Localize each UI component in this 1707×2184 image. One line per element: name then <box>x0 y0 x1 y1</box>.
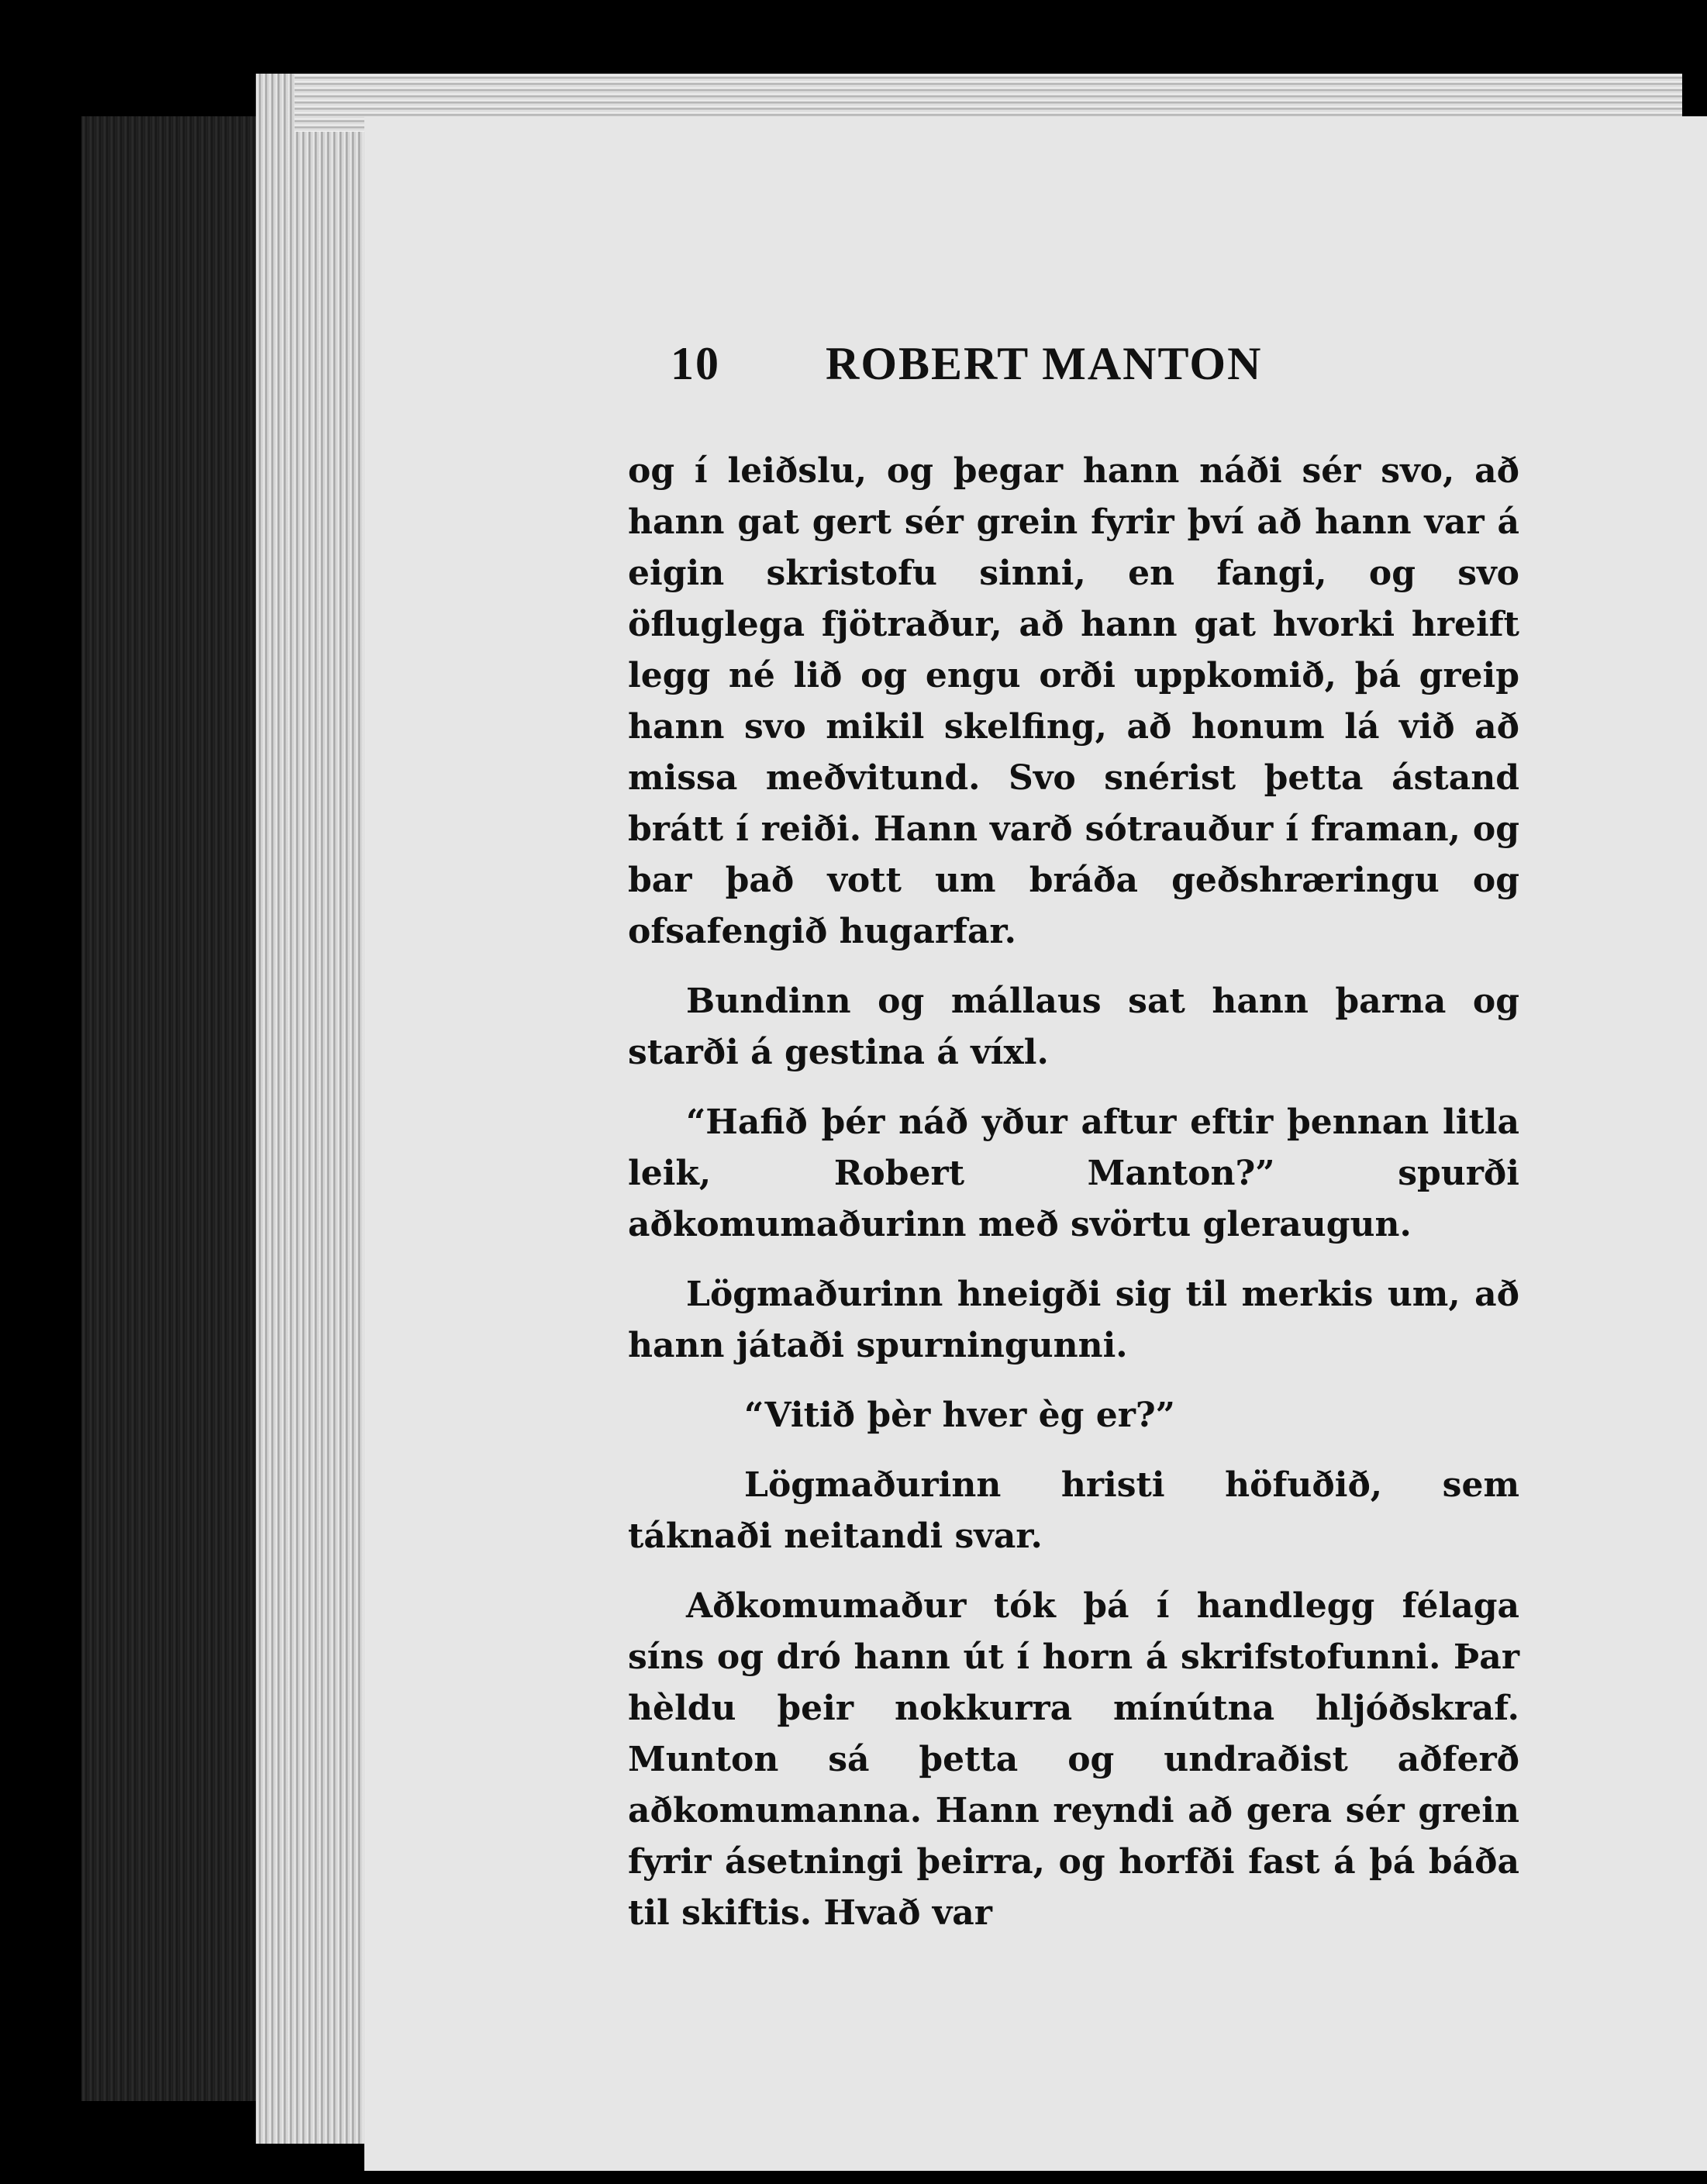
paragraph: og í leiðslu, og þegar hann náði sér svo, að hann gat gert sér grein fyrir því að hann var á eigin skristofu sinni, en fangi, og svo öfluglega fjötraður, að hann gat hvorki hreift legg né lið og engu orði uppkomið, þá greip hann svo mikil skelfing, að honum lá við að missa meðvitund. Svo snérist þetta ástand brátt í reiði. Hann varð sótrauður í framan, og bar það vott um bráða geðshræringu og ofsafengið hugarfar. <box>628 451 1519 951</box>
body-text <box>628 446 1519 1958</box>
book-spine-edge <box>81 116 267 2101</box>
paragraph: “Hafið þér náð yður aftur eftir þennan litla leik, Robert Manton?” spurði aðkomumaðurinn með svörtu gleraugun. <box>628 1102 1519 1244</box>
page-stack-edges <box>256 74 372 2144</box>
paragraph: Lögmaðurinn hneigði sig til merkis um, að hann játaði spurningunni. <box>628 1275 1519 1365</box>
paragraph: Aðkomumaður tók þá í handlegg félaga síns og dró hann út í horn á skrifstofunni. Þar hèldu þeir nokkurra mínútna hljóðskraf. Munton sá þetta og undraðist aðferð aðkomumanna. Hann reyndi að gera sér grein fyrir ásetningi þeirra, og horfði fast á þá báða til skiftis. Hvað var <box>628 1586 1519 1933</box>
running-title: ROBERT MANTON <box>826 338 1263 389</box>
page-number: 10 <box>671 338 720 389</box>
paragraph: “Vitið þèr hver èg er?” <box>744 1396 1175 1435</box>
paragraph: Lögmaðurinn hristi höfuðið, sem táknaði neitandi svar. <box>628 1465 1519 1556</box>
paragraph: Bundinn og mállaus sat hann þarna og starði á gestina á víxl. <box>628 982 1519 1072</box>
page-header <box>671 337 1306 399</box>
